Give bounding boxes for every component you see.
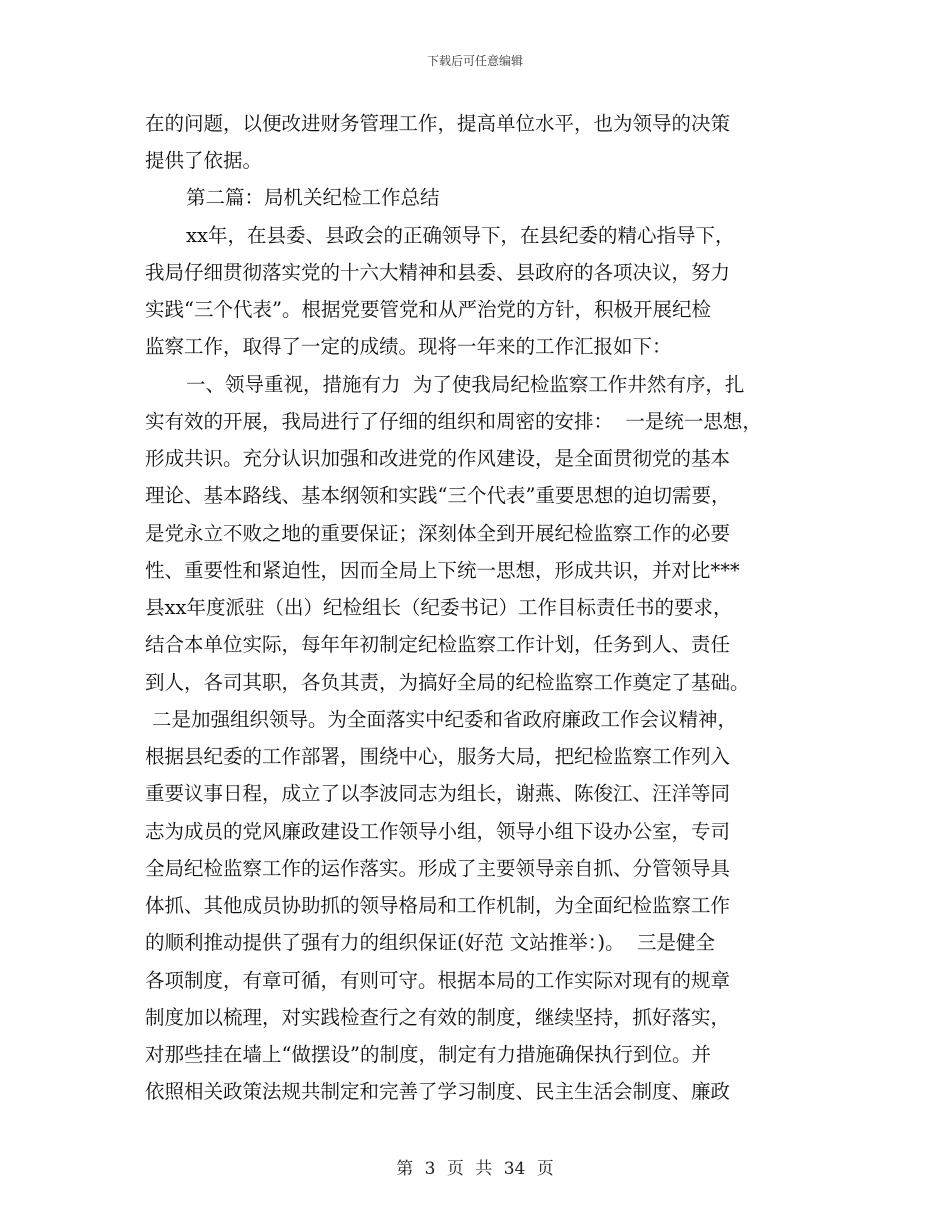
text-line: 县xx年度派驻（出）纪检组长（纪委书记）工作目标责任书的要求， xyxy=(145,596,733,619)
text-line: 提供了依据。 xyxy=(145,149,263,172)
page-header: 下载后可任意编辑 xyxy=(426,54,523,68)
text-line: 实有效的开展，我局进行了仔细的组织和周密的安排： 一是统一思想， xyxy=(145,410,762,433)
text-line: 二是加强组织领导。为全面落实中纪委和省政府廉政工作会议精神， xyxy=(152,708,738,731)
text-line: 形成共识。充分认识加强和改进党的作风建设，是全面贯彻党的基本 xyxy=(145,447,731,470)
text-line: 依照相关政策法规共制定和完善了学习制度、民主生活会制度、廉政 xyxy=(145,1080,731,1103)
text-line: 对那些挂在墙上“做摆设”的制度，制定有力措施确保执行到位。并 xyxy=(145,1043,711,1066)
text-line: 体抓、其他成员协助抓的领导格局和工作机制，为全面纪检监察工作 xyxy=(145,894,731,917)
text-line: 监察工作，取得了一定的成绩。现将一年来的工作汇报如下： xyxy=(145,335,672,358)
page-footer: 第 3 页 共 34 页 xyxy=(396,1159,554,1179)
text-line: 根据县纪委的工作部署，围绕中心，服务大局，把纪检监察工作列入 xyxy=(145,745,731,768)
text-line: 实践“三个代表”。根据党要管党和从严治党的方针，积极开展纪检 xyxy=(145,298,711,321)
text-line: 一、领导重视，措施有力 为了使我局纪检监察工作井然有序，扎 xyxy=(186,373,745,396)
section-heading: 第二篇：局机关纪检工作总结 xyxy=(186,186,440,209)
text-line: 理论、基本路线、基本纲领和实践“三个代表”重要思想的迫切需要， xyxy=(145,484,731,507)
text-line: 结合本单位实际，每年年初制定纪检监察工作计划，任务到人、责任 xyxy=(145,633,731,656)
text-line: 志为成员的党风廉政建设工作领导小组，领导小组下设办公室，专司 xyxy=(145,820,731,843)
text-line: 性、重要性和紧迫性，因而全局上下统一思想，形成共识，并对比*** xyxy=(145,559,740,582)
text-line: 到人，各司其职，各负其责，为搞好全局的纪检监察工作奠定了基础。 xyxy=(145,671,750,694)
text-line: 全局纪检监察工作的运作落实。形成了主要领导亲自抓、分管领导具 xyxy=(145,857,731,880)
text-line: 的顺利推动提供了强有力的组织保证(好范 文站推举：)。 三是健全 xyxy=(145,931,716,954)
text-line: 制度加以梳理，对实践检查行之有效的制度，继续坚持，抓好落实， xyxy=(145,1006,731,1029)
text-line: 在的问题，以便改进财务管理工作，提高单位水平，也为领导的决策 xyxy=(145,112,731,135)
text-line: 重要议事日程，成立了以李波同志为组长，谢燕、陈俊江、汪洋等同 xyxy=(145,782,731,805)
text-line: 是党永立不败之地的重要保证；深刻体全到开展纪检监察工作的必要 xyxy=(145,522,731,545)
text-line: 各项制度，有章可循，有则可守。根据本局的工作实际对现有的规章 xyxy=(145,969,731,992)
text-line: 我局仔细贯彻落实党的十六大精神和县委、县政府的各项决议，努力 xyxy=(145,261,731,284)
text-line: xx年，在县委、县政会的正确领导下，在县纪委的精心指导下， xyxy=(186,224,735,247)
